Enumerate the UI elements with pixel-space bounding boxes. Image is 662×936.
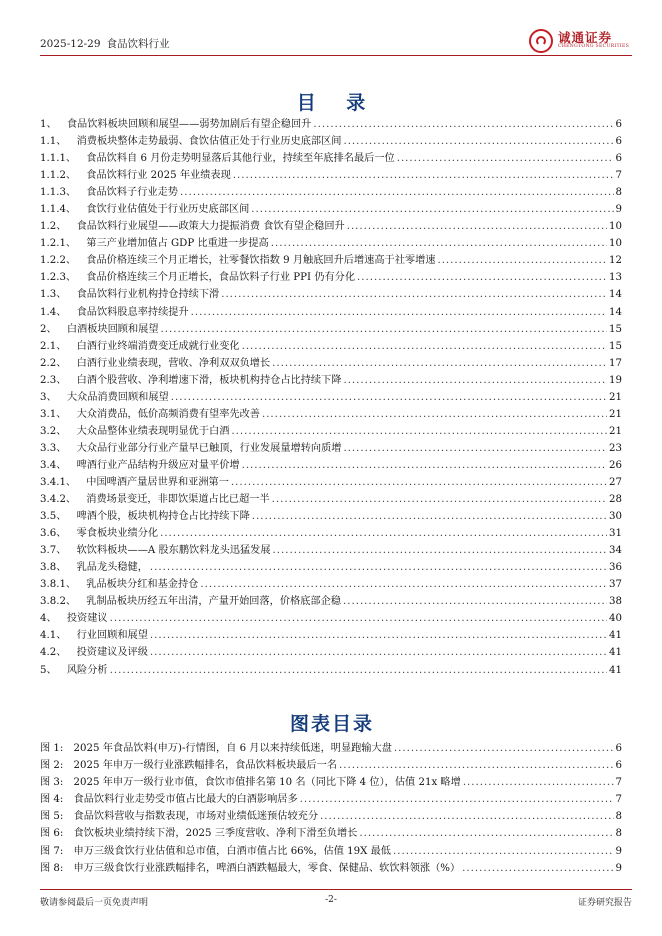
figure-entry-number: 图 8: (40, 862, 64, 874)
toc-entry-text: 消费板块整体走势最弱、食饮估值正处于行业历史底部区间 (76, 136, 342, 148)
footer-report-type: 证券研究报告 (577, 898, 632, 908)
toc-entry-text: 消费场景变迁，非即饮渠道占比已超一半 (86, 494, 270, 506)
toc-entry-leader-dots (110, 662, 607, 679)
figure-entry-number: 图 6: (40, 828, 64, 840)
toc-entry[interactable] (40, 286, 622, 303)
toc-entry-text: 食品饮料行业展望——政策大力提振消费 食饮有望企稳回升 (76, 221, 345, 233)
toc-entry[interactable] (40, 559, 622, 576)
figure-entry-text: 申万三级食饮行业估值和总市值，白酒市值占比 66%，估值 19X 最低 (73, 845, 391, 857)
toc-entry-number: 4、 (40, 613, 57, 625)
toc-entry-text: 大众品消费回顾和展望 (66, 391, 169, 403)
toc-entry-number: 3.4、 (40, 459, 67, 471)
toc-entry-leader-dots (343, 440, 607, 457)
toc-entry-page: 38 (609, 596, 622, 608)
toc-entry-text: 软饮料板块——A 股东鹏饮料龙头迅猛发展 (76, 545, 271, 557)
toc-entry-text: 大众品行业部分行业产量早已触顶，行业发展量增转向质增 (76, 442, 342, 454)
figure-entry[interactable] (40, 808, 622, 825)
toc-entry-page: 6 (615, 119, 622, 130)
toc-entry-page: 19 (609, 374, 622, 386)
toc-entry-page: 14 (609, 306, 622, 318)
toc-entry[interactable] (40, 338, 622, 355)
figure-entry-number: 图 4: (40, 794, 64, 806)
toc-entry-number: 3.8.2、 (40, 596, 77, 608)
toc-entry[interactable] (40, 457, 622, 474)
toc-entry[interactable] (40, 644, 622, 661)
company-logo (527, 28, 632, 54)
toc-entry-leader-dots (397, 150, 614, 167)
figure-list-title: 图表目录 (289, 713, 374, 735)
figure-entry-text: 2025 年申万一级行业市值，食饮市值排名第 10 名（同比下降 4 位），估值 21x 略增 (73, 777, 461, 789)
toc-entry[interactable] (40, 474, 622, 491)
logo-mark-icon (529, 29, 553, 53)
toc-entry-text: 食品价格连续三个月正增长，社零餐饮指数 9 月触底回升后增速高于社零增速 (86, 255, 436, 267)
toc-entry-text: 乳制品板块历经五年出清，产量开始回落，价格底部企稳 (86, 596, 341, 608)
figure-entry-page: 7 (615, 777, 622, 789)
toc-entry[interactable] (40, 389, 622, 406)
toc-entry-text: 食品饮料行业 2025 年业绩表现 (86, 170, 231, 182)
toc-entry-page: 14 (609, 289, 622, 301)
toc-entry-text: 食品饮料行业机构持仓持续下滑 (76, 289, 220, 301)
toc-entry-page: 21 (609, 408, 622, 420)
toc-entry-page: 34 (609, 545, 622, 557)
toc-entry[interactable] (40, 167, 622, 184)
toc-entry-leader-dots (273, 542, 607, 559)
toc-entry-text: 乳品龙头稳健， (76, 562, 148, 574)
toc-entry-page: 6 (615, 136, 622, 148)
figure-entry-page: 9 (615, 862, 622, 874)
figure-entry-number: 图 7: (40, 845, 64, 857)
toc-entry-number: 3.5、 (40, 511, 67, 523)
toc-entry-number: 1.4、 (40, 306, 67, 318)
figure-entry[interactable] (40, 860, 622, 877)
toc-entry[interactable] (40, 491, 622, 508)
toc-entry-leader-dots (272, 355, 607, 372)
toc-entry[interactable] (40, 184, 622, 201)
toc-entry-page: 7 (615, 170, 622, 182)
toc-entry[interactable] (40, 508, 622, 525)
figure-entry-text: 2025 年食品饮料(申万)-行情图，自 6 月以来持续低迷，明显跑输大盘 (73, 743, 392, 754)
figure-entry-leader-dots (463, 774, 614, 791)
toc-entry-text: 白酒个股营收、净利增速下滑，板块机构持仓占比持续下降 (76, 374, 342, 386)
toc-entry[interactable] (40, 133, 622, 150)
header-divider (40, 55, 632, 56)
toc-entry-leader-dots (150, 559, 607, 576)
figure-entry-page: 8 (615, 828, 622, 840)
toc-entry-number: 1.1.2、 (40, 170, 77, 182)
toc-entry-number: 1、 (40, 119, 57, 130)
toc-entry[interactable] (40, 235, 622, 252)
toc-entry-leader-dots (161, 321, 607, 338)
toc-entry[interactable] (40, 423, 622, 440)
figure-entry[interactable] (40, 843, 622, 860)
toc-entry-leader-dots (313, 116, 613, 133)
toc-entry[interactable] (40, 406, 622, 423)
toc-entry[interactable] (40, 304, 622, 321)
figure-entry[interactable] (40, 757, 622, 774)
toc-entry-text: 风险分析 (66, 664, 108, 676)
figure-entry[interactable] (40, 791, 622, 808)
page-number: -2- (325, 895, 337, 905)
toc-entry-leader-dots (221, 286, 607, 303)
toc-entry-page: 15 (609, 340, 622, 352)
figure-entry-page: 6 (615, 760, 622, 772)
toc-entry-leader-dots (343, 593, 607, 610)
toc-entry[interactable] (40, 610, 622, 627)
toc-entry-text: 第三产业增加值占 GDP 比重进一步提高 (86, 238, 269, 250)
toc-entry-text: 大众品整体业绩表现明显优于白酒 (76, 425, 230, 437)
toc-entry-text: 白酒行业业绩表现，营收、净利双双负增长 (76, 357, 271, 369)
toc-entry[interactable] (40, 321, 622, 338)
toc-entry[interactable] (40, 662, 622, 679)
toc-entry-text: 啤酒行业产品结构升级应对量平价增 (76, 459, 240, 471)
toc-entry-leader-dots (242, 338, 607, 355)
toc-entry-leader-dots (180, 184, 614, 201)
toc-entry-leader-dots (357, 269, 607, 286)
toc-entry-text: 白酒板块回顾和展望 (66, 323, 159, 335)
toc-entry[interactable] (40, 252, 622, 269)
figure-entry-leader-dots (394, 740, 614, 757)
toc-entry-text: 食品饮料板块回顾和展望——弱势加剧后有望企稳回升 (66, 119, 312, 130)
toc-entry-text: 投资建议 (66, 613, 108, 625)
figure-entry-leader-dots (393, 843, 614, 860)
toc-entry-leader-dots (191, 304, 607, 321)
toc-entry-page: 17 (609, 357, 622, 369)
toc-entry-page: 28 (609, 494, 622, 506)
figure-entry-leader-dots (320, 808, 613, 825)
logo-english-name: CHENGTONG SECURITIES (558, 44, 630, 49)
toc-entry-text: 中国啤酒产量居世界和亚洲第一 (86, 476, 229, 488)
toc-entry-leader-dots (150, 644, 607, 661)
toc-entry-number: 1.1、 (40, 136, 67, 148)
figure-entry-page: 7 (615, 794, 622, 806)
toc-entry-text: 食品饮料子行业走势 (86, 187, 178, 199)
toc-entry-leader-dots (437, 252, 607, 269)
toc-entry-page: 21 (609, 391, 622, 403)
header-industry: 食品饮料行业 (106, 38, 170, 50)
toc-entry-leader-dots (251, 201, 613, 218)
toc-entry-leader-dots (231, 423, 607, 440)
toc-entry-number: 3.6、 (40, 528, 67, 540)
toc-entry[interactable] (40, 150, 622, 167)
toc-entry-leader-dots (160, 525, 607, 542)
toc-entry-page: 15 (609, 323, 622, 335)
toc-entry-number: 3.8、 (40, 562, 67, 574)
figure-entry-number: 图 1: (40, 743, 64, 754)
footer-disclaimer: 敬请参阅最后一页免责声明 (40, 898, 149, 908)
toc-entry-number: 3.4.2、 (40, 494, 77, 506)
toc-entry-number: 5、 (40, 664, 57, 676)
table-of-contents (40, 116, 622, 679)
toc-entry-number: 3.8.1、 (40, 579, 77, 591)
toc-entry-page: 40 (609, 613, 622, 625)
footer-divider (40, 889, 632, 890)
toc-entry-leader-dots (233, 167, 614, 184)
toc-entry[interactable] (40, 201, 622, 218)
figure-entry-page: 8 (615, 811, 622, 823)
toc-entry[interactable] (40, 525, 622, 542)
figure-entry-page: 6 (615, 743, 622, 754)
toc-entry-number: 3.7、 (40, 545, 67, 557)
toc-entry-number: 2.1、 (40, 340, 67, 352)
toc-entry[interactable] (40, 218, 622, 235)
toc-entry-text: 投资建议及评级 (76, 647, 148, 659)
toc-entry-leader-dots (272, 491, 607, 508)
toc-entry-page: 26 (609, 459, 622, 471)
toc-entry-number: 3.4.1、 (40, 476, 77, 488)
toc-entry[interactable] (40, 593, 622, 610)
toc-entry-number: 3、 (40, 391, 57, 403)
toc-entry-number: 3.2、 (40, 425, 67, 437)
toc-entry-text: 行业回顾和展望 (76, 630, 148, 642)
figure-entry-text: 食饮板块业绩持续下滑，2025 三季度营收、净利下滑至负增长 (73, 828, 358, 840)
figure-entry-page: 9 (615, 845, 622, 857)
toc-entry-page: 31 (609, 528, 622, 540)
toc-entry-leader-dots (271, 235, 607, 252)
toc-entry-number: 2.2、 (40, 357, 67, 369)
toc-entry-page: 36 (609, 562, 622, 574)
toc-entry-leader-dots (150, 627, 607, 644)
toc-entry-leader-dots (252, 508, 607, 525)
figure-entry[interactable] (40, 740, 622, 757)
toc-entry-number: 3.3、 (40, 442, 67, 454)
figure-entry-text: 申万三级食饮行业涨跌幅排名，啤酒白酒跌幅最大，零食、保健品、软饮料领涨（%） (73, 862, 461, 874)
toc-entry[interactable] (40, 627, 622, 644)
toc-entry-page: 27 (609, 476, 622, 488)
toc-entry-text: 大众消费品，低价高频消费有望率先改善 (76, 408, 260, 420)
toc-entry-number: 1.2、 (40, 221, 67, 233)
logo-name: 诚通证券 (558, 30, 613, 45)
figure-entry-number: 图 3: (40, 777, 64, 789)
toc-entry-number: 1.1.4、 (40, 204, 77, 216)
toc-entry-number: 1.2.2、 (40, 255, 77, 267)
toc-entry-number: 1.1.3、 (40, 187, 77, 199)
figure-entry-text: 2025 年申万一级行业涨跌幅排名，食品饮料板块最后一名 (73, 760, 338, 772)
toc-entry-number: 3.1、 (40, 408, 67, 420)
toc-entry-leader-dots (200, 576, 607, 593)
toc-entry-page: 9 (615, 204, 622, 216)
figure-entry[interactable] (40, 774, 622, 791)
toc-entry-leader-dots (343, 372, 607, 389)
toc-entry-number: 2.3、 (40, 374, 67, 386)
toc-entry-page: 6 (615, 153, 622, 165)
toc-entry-page: 8 (615, 187, 622, 199)
toc-entry[interactable] (40, 542, 622, 559)
toc-entry-page: 41 (609, 664, 622, 676)
toc-entry-leader-dots (262, 406, 607, 423)
toc-entry[interactable] (40, 372, 622, 389)
figure-entry[interactable] (40, 825, 622, 842)
toc-entry-leader-dots (343, 133, 613, 150)
toc-entry-number: 2、 (40, 323, 57, 335)
toc-entry-number: 1.2.3、 (40, 272, 77, 284)
toc-entry-text: 食品饮料股息率持续提升 (76, 306, 189, 318)
toc-entry-text: 食饮行业估值处于行业历史底部区间 (86, 204, 250, 216)
figure-entry-text: 食品饮料行业走势受市值占比最大的白酒影响居多 (73, 794, 298, 806)
toc-entry[interactable] (40, 355, 622, 372)
figure-entry-leader-dots (462, 860, 613, 877)
toc-entry-text: 食品饮料自 6 月份走势明显落后其他行业，持续至年底排名最后一位 (86, 153, 395, 165)
toc-entry-page: 10 (609, 221, 622, 233)
page-header (40, 36, 170, 51)
toc-entry[interactable] (40, 440, 622, 457)
toc-entry-number: 4.2、 (40, 647, 67, 659)
figure-list (40, 740, 622, 877)
toc-entry[interactable] (40, 116, 622, 133)
toc-entry-number: 1.2.1、 (40, 238, 77, 250)
toc-entry-leader-dots (242, 457, 607, 474)
header-date: 2025-12-29 (40, 38, 101, 50)
toc-entry[interactable] (40, 269, 622, 286)
toc-entry-text: 啤酒个股，板块机构持仓占比持续下降 (76, 511, 250, 523)
figure-entry-leader-dots (339, 757, 614, 774)
toc-entry-text: 白酒行业终端消费变迁成就行业变化 (76, 340, 240, 352)
toc-entry-page: 13 (609, 272, 622, 284)
toc-entry-page: 21 (609, 425, 622, 437)
toc-entry-text: 零食板块业绩分化 (76, 528, 159, 540)
figure-entry-leader-dots (300, 791, 614, 808)
toc-entry-page: 41 (609, 630, 622, 642)
figure-entry-number: 图 5: (40, 811, 64, 823)
toc-entry-page: 12 (609, 255, 622, 267)
toc-entry-number: 4.1、 (40, 630, 67, 642)
toc-entry-page: 37 (609, 579, 622, 591)
figure-entry-number: 图 2: (40, 760, 64, 772)
toc-title: 目 录 (296, 92, 378, 114)
toc-entry-page: 23 (609, 442, 622, 454)
toc-entry-leader-dots (171, 389, 607, 406)
toc-entry-number: 1.1.1、 (40, 153, 77, 165)
toc-entry-leader-dots (110, 610, 607, 627)
toc-entry[interactable] (40, 576, 622, 593)
toc-entry-text: 食品价格连续三个月正增长，食品饮料子行业 PPI 仍有分化 (86, 272, 356, 284)
figure-entry-text: 食品饮料营收与指数表现，市场对业绩低迷预估较充分 (73, 811, 319, 823)
figure-entry-leader-dots (359, 825, 613, 842)
toc-entry-leader-dots (231, 474, 607, 491)
toc-entry-leader-dots (347, 218, 607, 235)
toc-entry-text: 乳品板块分红和基金持仓 (86, 579, 199, 591)
toc-entry-page: 41 (609, 647, 622, 659)
toc-entry-page: 10 (609, 238, 622, 250)
toc-entry-page: 30 (609, 511, 622, 523)
toc-entry-number: 1.3、 (40, 289, 67, 301)
